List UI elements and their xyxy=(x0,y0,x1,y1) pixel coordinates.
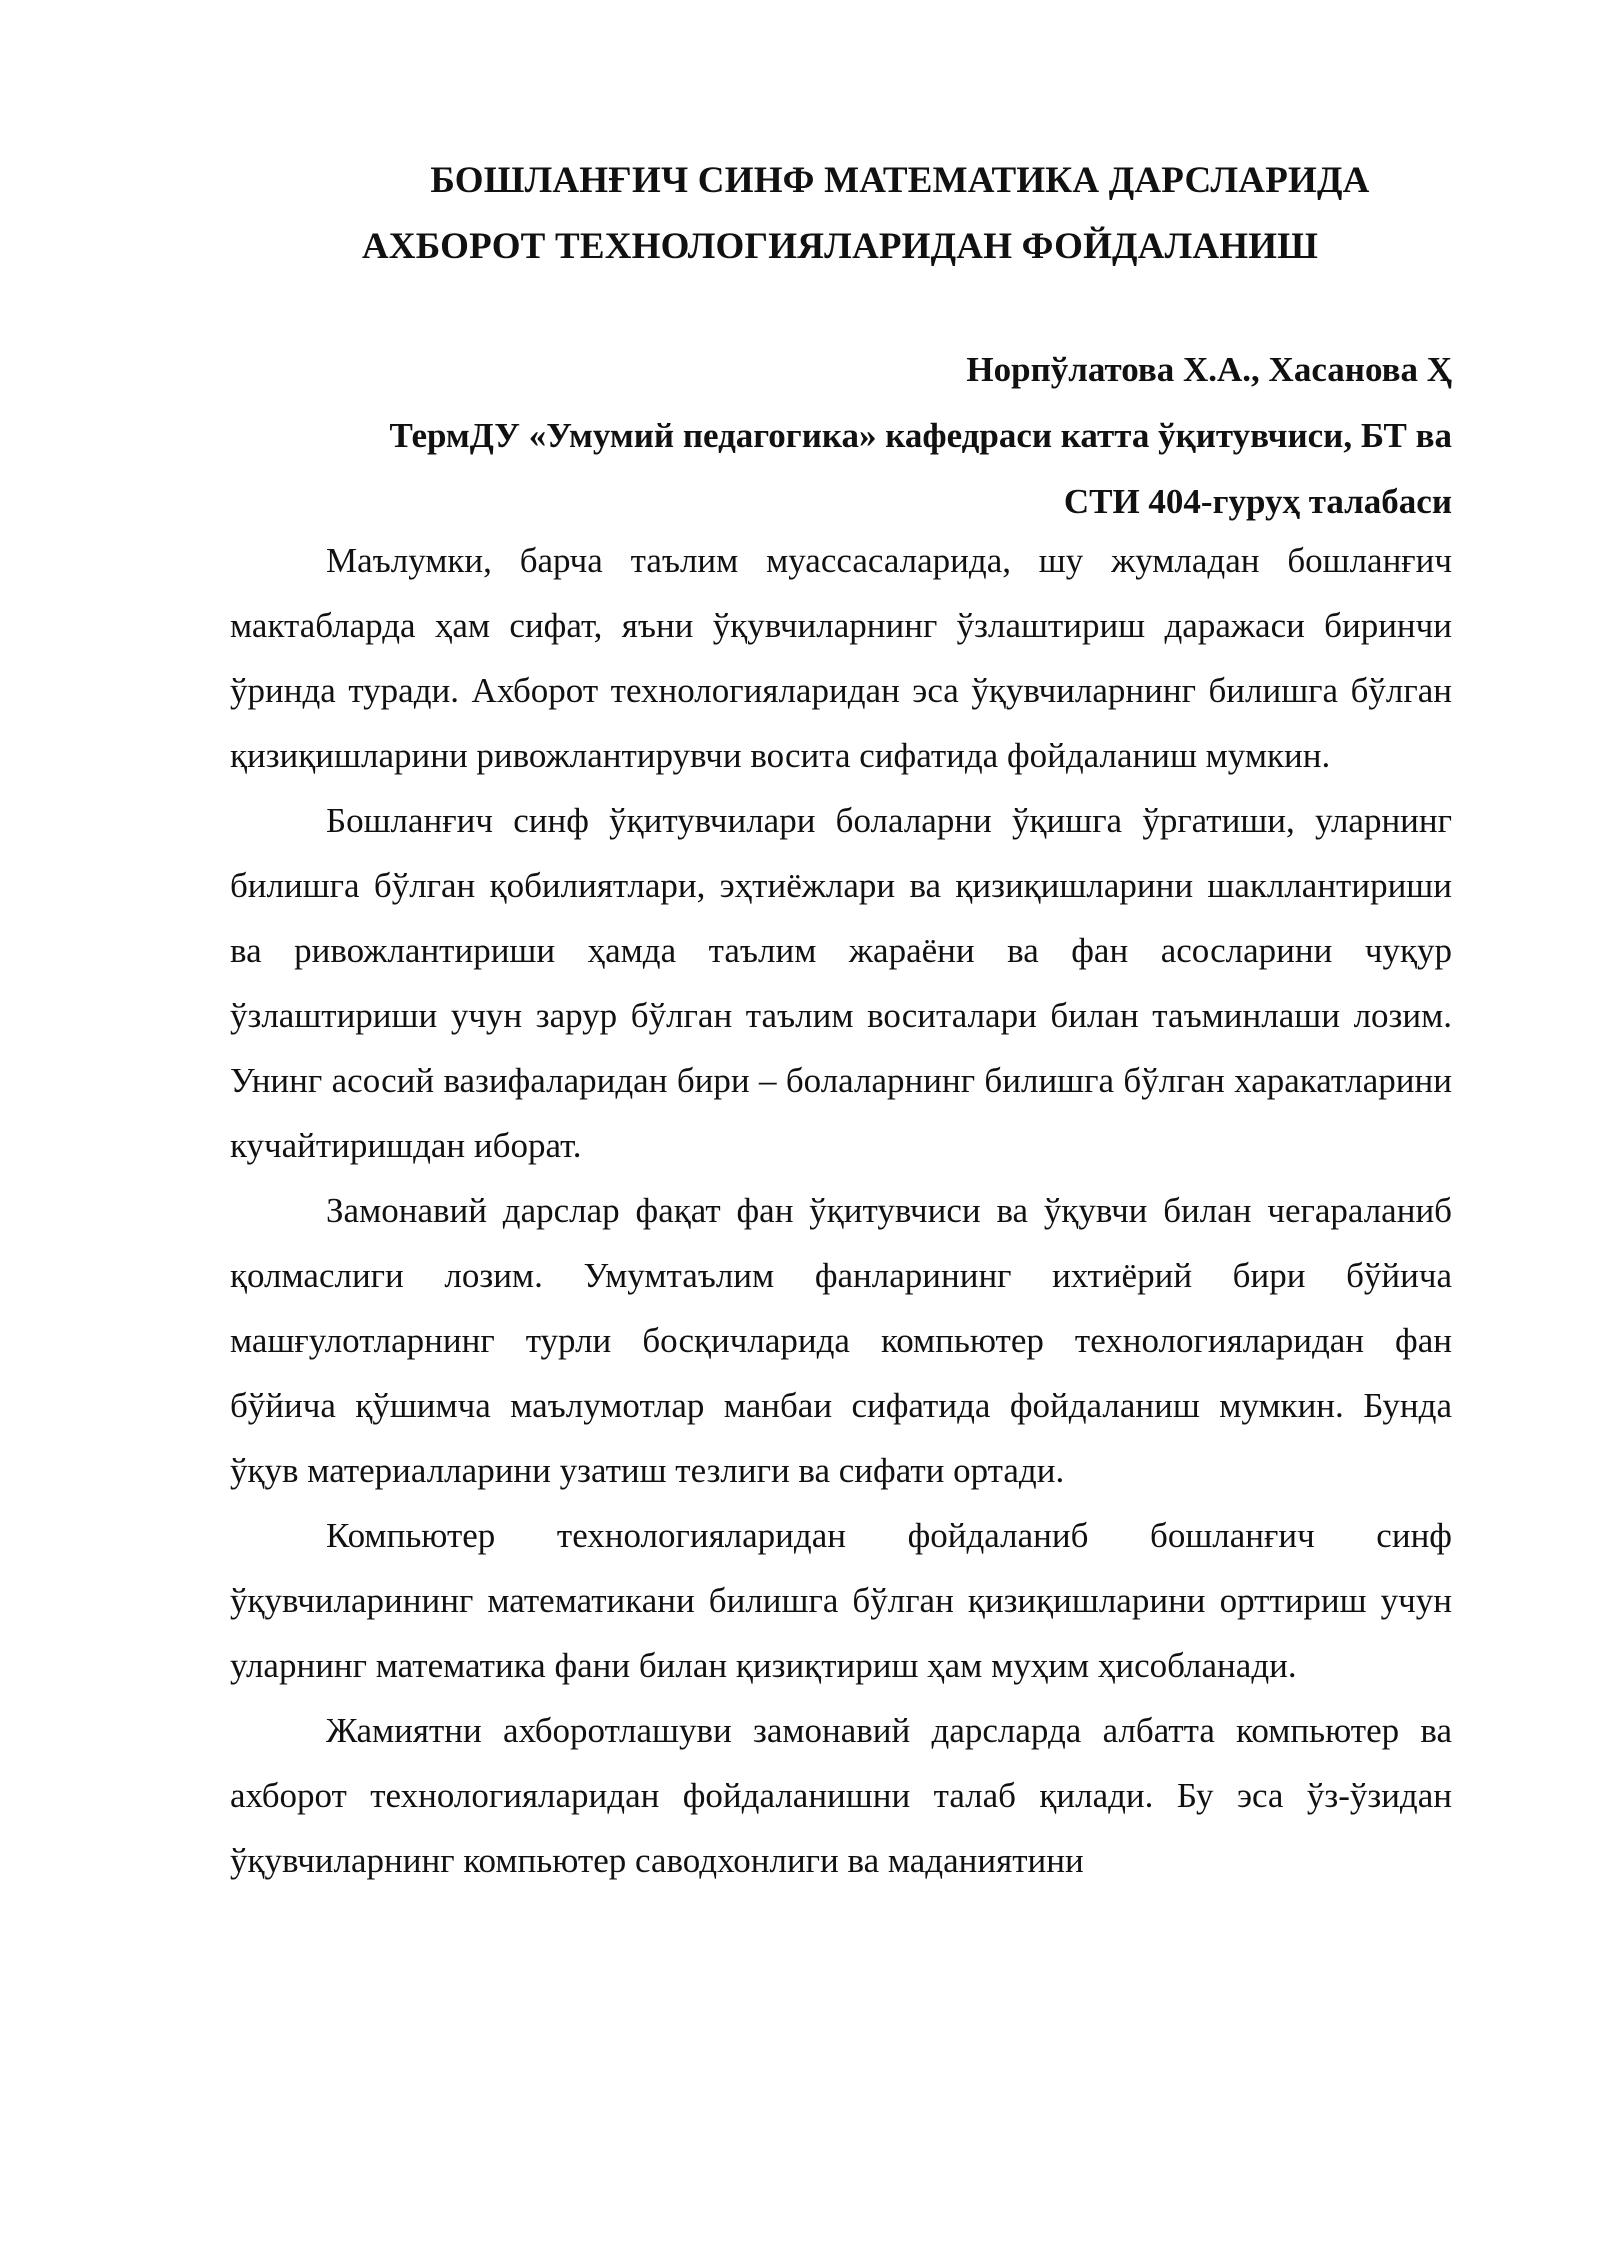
paragraph: Замонавий дарслар фақат фан ўқитувчиси ва ўқувчи билан чегараланиб қолмаслиги лозим. Умумтаълим фанларининг ихтиёрий бири бўйича машғулотларнинг турли босқичларида компьютер технологияларидан фан бўйича қўшимча маълумотлар манбаи сифатида фойдаланиш мумкин. Бунда ўқув материалларини узатиш тезлиги ва сифати ортади. xyxy=(230,1191,1452,1490)
affiliation-line-1: ТермДУ «Умумий педагогика» кафедраси катта ўқитувчиси, БТ ва xyxy=(389,416,1452,455)
author-names: Норпўлатова Х.А., Хасанова Ҳ xyxy=(966,350,1452,389)
paragraph: Жамиятни ахборотлашуви замонавий дарсларда албатта компьютер ва ахборот технологияларидан фойдаланишни талаб қилади. Бу эса ўз-ўзидан ўқувчиларнинг компьютер саводхонлиги ва маданиятини xyxy=(230,1711,1452,1880)
author-block xyxy=(389,337,1452,535)
document-body xyxy=(230,528,1452,1893)
title-line-2: АХБОРОТ ТЕХНОЛОГИЯЛАРИДАН ФОЙДАЛАНИШ xyxy=(361,226,1319,267)
title-line-1: БОШЛАНҒИЧ СИНФ МАТЕМАТИКА ДАРСЛАРИДА xyxy=(430,160,1370,201)
document-title xyxy=(230,148,1450,280)
paragraph: Бошланғич синф ўқитувчилари болаларни ўқишга ўргатиши, уларнинг билишга бўлган қобилиятлари, эҳтиёжлари ва қизиқишларини шакллантириши ва ривожлантириши ҳамда таълим жараёни ва фан асосларини чуқур ўзлаштириши учун зарур бўлган таълим воситалари билан таъминлаши лозим. Унинг асосий вазифаларидан бири – болаларнинг билишга бўлган харакатларини кучайтиришдан иборат. xyxy=(230,801,1452,1165)
affiliation-line-2: СТИ 404-гуруҳ талабаси xyxy=(1063,482,1452,521)
paragraph: Маълумки, барча таълим муассасаларида, шу жумладан бошланғич мактабларда ҳам сифат, яъни ўқувчиларнинг ўзлаштириш даражаси биринчи ўринда туради. Ахборот технологияларидан эса ўқувчиларнинг билишга бўлган қизиқишларини ривожлантирувчи восита сифатида фойдаланиш мумкин. xyxy=(230,541,1452,775)
paragraph: Компьютер технологияларидан фойдаланиб бошланғич синф ўқувчиларининг математикани билишга бўлган қизиқишларини орттириш учун уларнинг математика фани билан қизиқтириш ҳам муҳим ҳисобланади. xyxy=(230,1516,1452,1685)
